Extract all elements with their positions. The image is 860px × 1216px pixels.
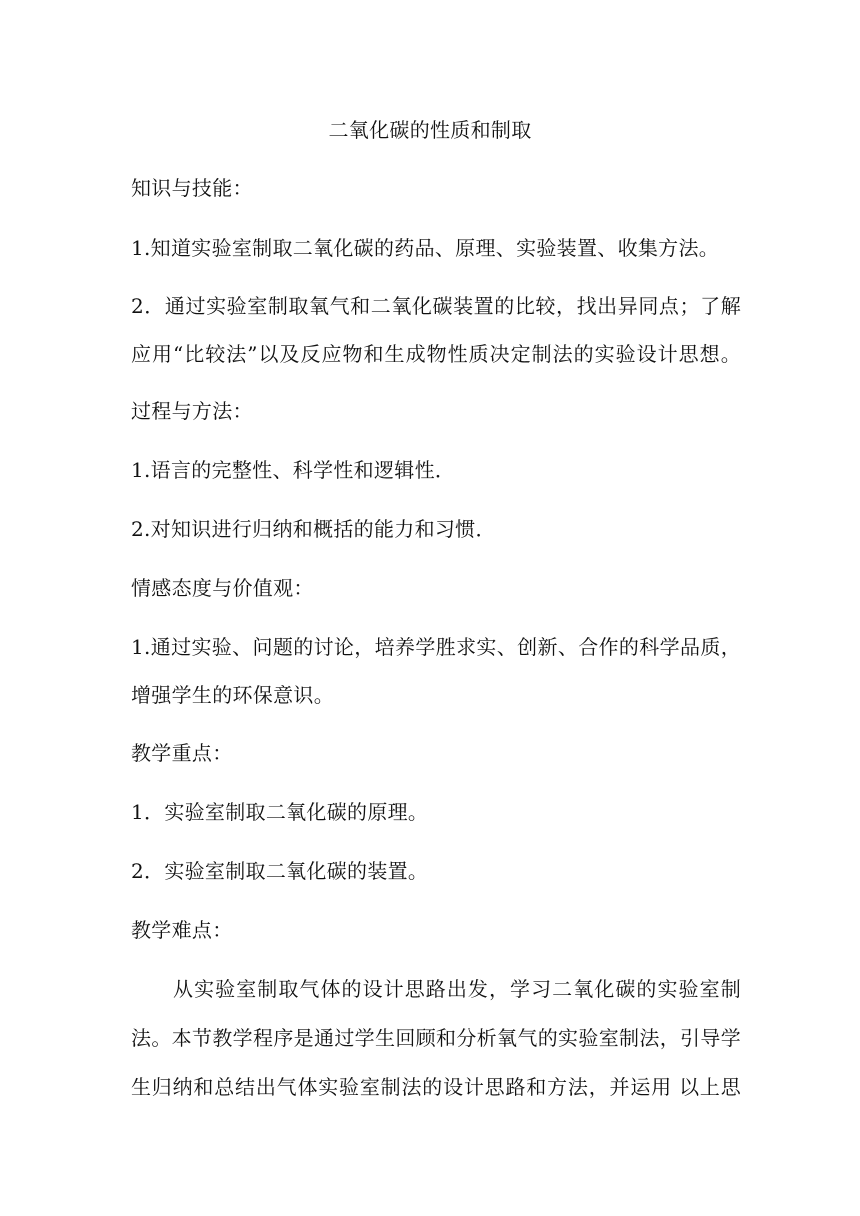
document-title: 二氧化碳的性质和制取 xyxy=(328,118,532,142)
section-heading-difficulties: 教学难点： xyxy=(131,918,233,942)
key-point-item-1: 1．实验室制取二氧化碳的原理。 xyxy=(131,800,429,824)
process-item-2: 2.对知识进行归纳和概括的能力和习惯． xyxy=(131,517,496,541)
difficulties-paragraph-line-3: 生归纳和总结出气体实验室制法的设计思路和方法，并运用 以上思 xyxy=(131,1075,741,1099)
key-point-item-2: 2．实验室制取二氧化碳的装置。 xyxy=(131,859,429,883)
attitude-item-1-line-1: 1.通过实验、问题的讨论，培养学胜求实、创新、合作的科学品质， xyxy=(131,635,741,659)
section-heading-key-points: 教学重点： xyxy=(131,741,233,765)
section-heading-attitude: 情感态度与价值观： xyxy=(131,576,314,600)
difficulties-paragraph-line-2: 法。本节教学程序是通过学生回顾和分析氧气的实验室制法，引导学 xyxy=(131,1026,741,1050)
knowledge-item-2-line-1: 2．通过实验室制取氧气和二氧化碳装置的比较，找出异同点；了解 xyxy=(131,294,741,318)
knowledge-item-1: 1.知道实验室制取二氧化碳的药品、原理、实验装置、收集方法。 xyxy=(131,236,720,260)
difficulties-paragraph-line-1: 从实验室制取气体的设计思路出发，学习二氧化碳的实验室制 xyxy=(173,977,741,1001)
section-heading-knowledge: 知识与技能： xyxy=(131,176,253,200)
knowledge-item-2-line-2: 应用“比较法”以及反应物和生成物性质决定制法的实验设计思想。 xyxy=(131,342,741,366)
section-heading-process: 过程与方法： xyxy=(131,399,253,423)
process-item-1: 1.语言的完整性、科学性和逻辑性． xyxy=(131,458,456,482)
attitude-item-1-line-2: 增强学生的环保意识。 xyxy=(131,683,334,707)
